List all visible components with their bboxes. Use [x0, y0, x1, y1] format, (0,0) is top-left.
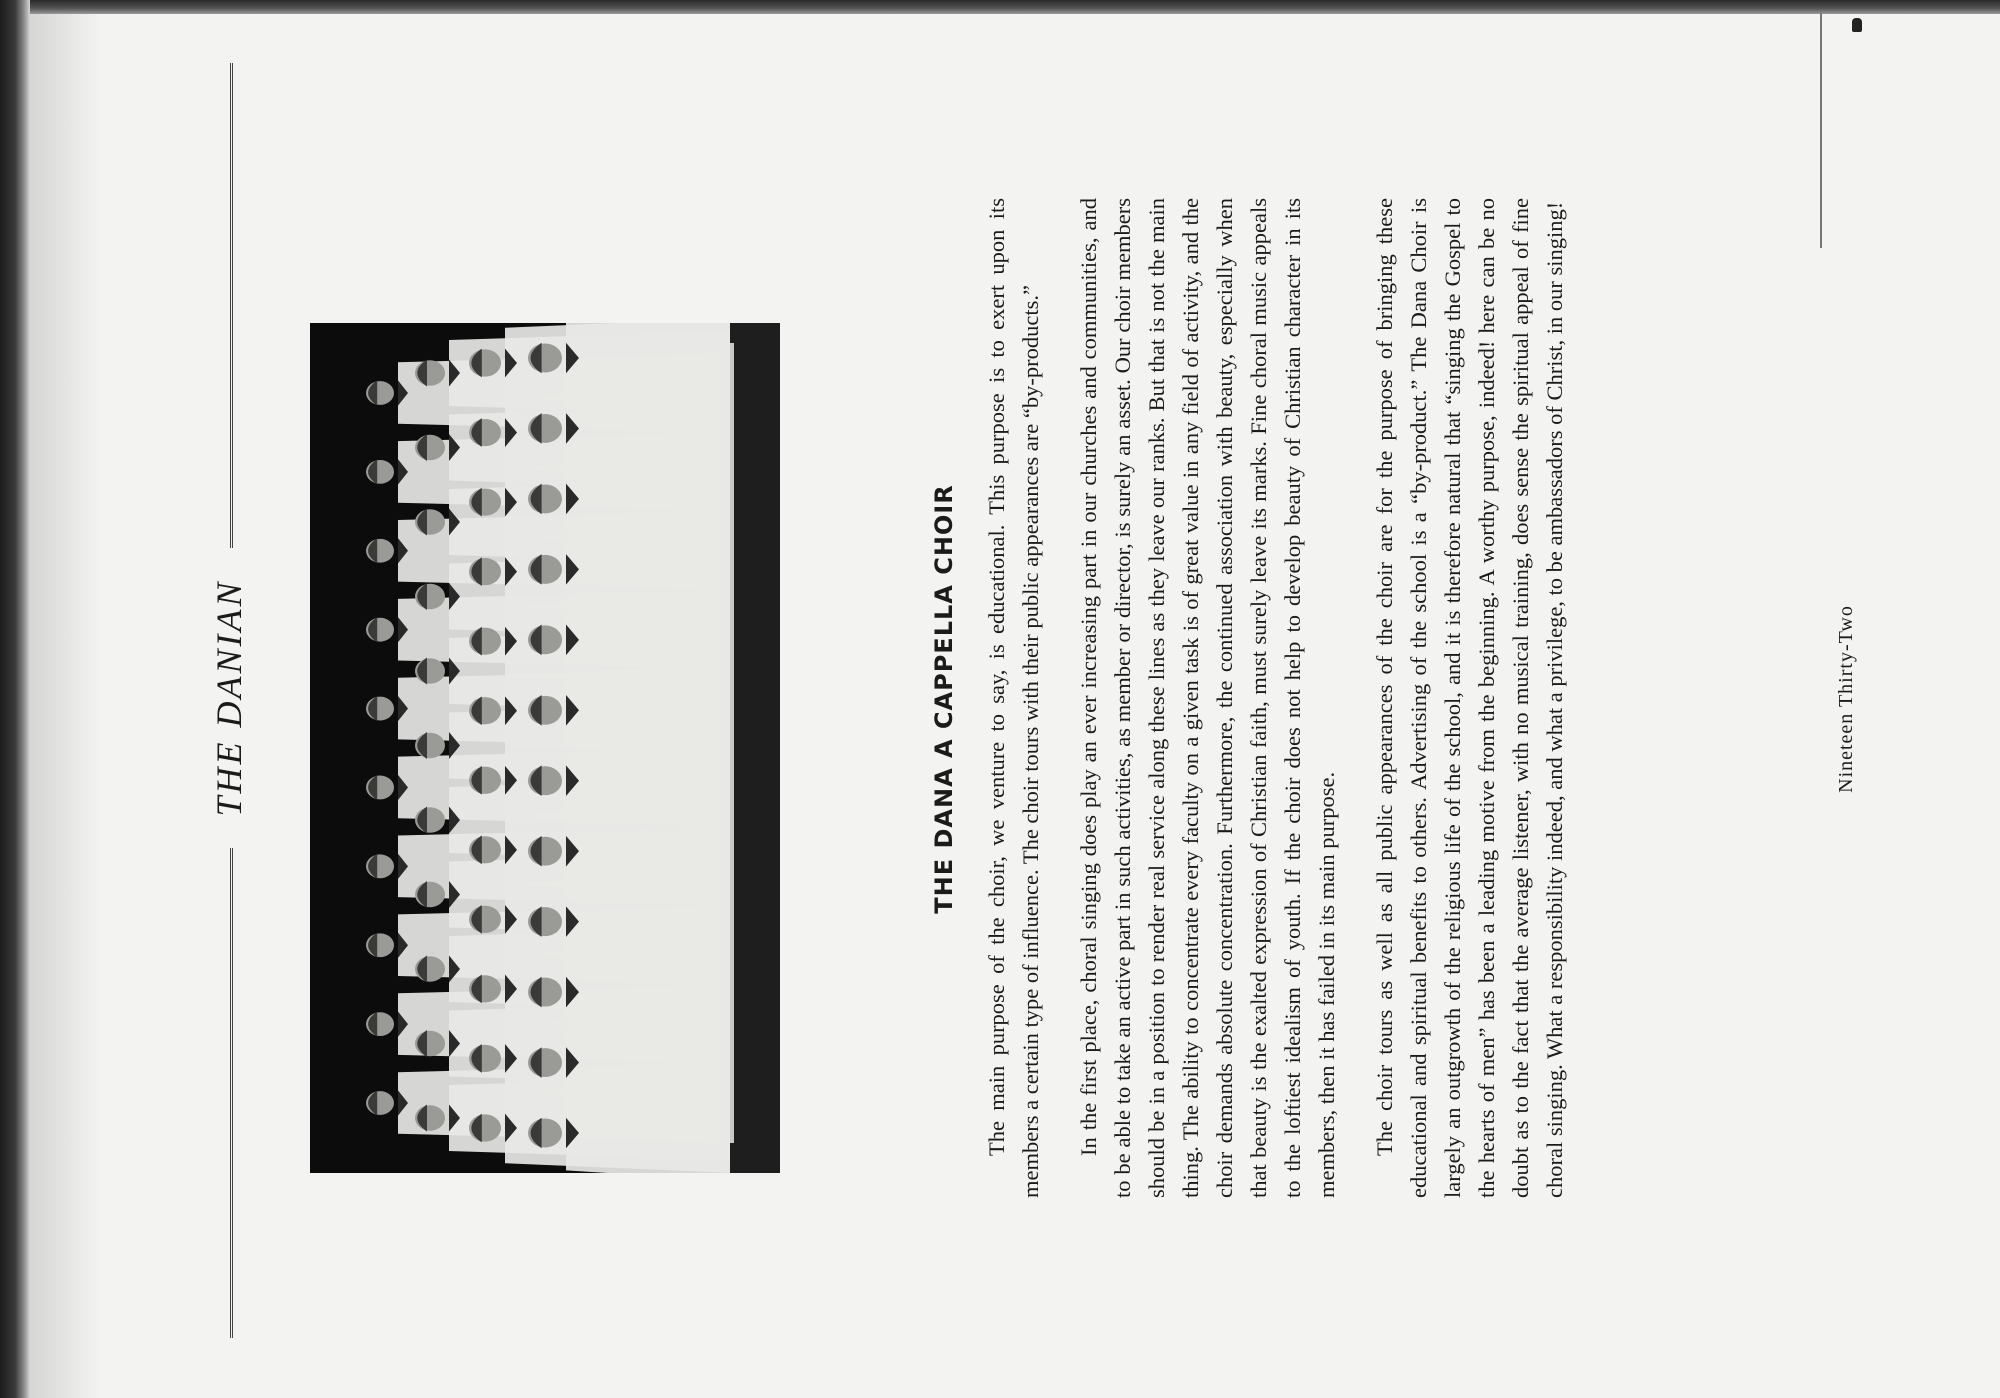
article-title: THE DANA A CAPPELLA CHOIR: [930, 484, 958, 914]
singer-hair: [368, 933, 377, 958]
singer-hair: [368, 1012, 377, 1037]
article-paragraph-3: The choir tours as well as all public appearances of the choir are for the purpose of bringing these educational and spiritual benefits to others. Advertising of the school is a “by-product.” The Dana Choir is largely an outgrowth of the religious life of the school, and it is therefore natural that “singing the Gospel to the hearts of men” has been a leading motive from the beginning. A worthy purpose, indeed! here can be no doubt as to the fact that the average listener, with no musical training, does sense the spiritual appeal of fine choral singing. What a responsibility indeed, and what a privilege, to be ambassadors of Christ, in our singing!: [1372, 198, 1567, 1198]
article-paragraph-2: In the first place, choral singing does play an ever increasing part in our churches and communities, and to be able to take an active part in such activities, as member or director, is surely an asset. Our choir members should be in a position to render real service along these lines as they leave our ranks. But that is not the main thing. The ability to concentrate every faculty on a given task is of great value in any field of activity, and the choir demands absolute concentration. Furthermore, the continued association with beauty, especially when that beauty is the exalted expression of Christian faith, must surely leave its marks. Fine choral music appeals to the loftiest idealism of youth. If the choir does not help to develop beauty of Christian character in its members, then it has failed in its main purpose.: [1076, 198, 1339, 1198]
running-head-rule-left: [230, 848, 233, 1338]
singer-hair: [368, 380, 377, 405]
singer-hair: [368, 854, 377, 879]
singer-hair: [368, 617, 377, 642]
yearbook-page: [60, 0, 1980, 1398]
singer-hair: [368, 696, 377, 721]
robe-hem-line: [720, 343, 734, 1143]
running-head: [200, 0, 260, 1398]
choir-photo-illustration: [310, 323, 780, 1173]
article-paragraph-1: The main purpose of the choir, we venture to say, is educational. This purpose is to exert upon its members a certain type of influence. The choir tours with their public appearances are “by-products.”: [984, 198, 1043, 1198]
singer-robe: [566, 323, 730, 406]
running-head-rule-right: [230, 63, 233, 548]
article-body: [980, 198, 1596, 1198]
singer-hair: [368, 459, 377, 484]
singer-hair: [368, 1090, 377, 1115]
choir-photograph: [310, 323, 780, 1173]
page-number: Nineteen Thirty-Two: [1835, 605, 1857, 793]
footer-rule: [1820, 13, 1822, 248]
singer-hair: [368, 538, 377, 563]
singer-hair: [368, 775, 377, 800]
book-binding-edge: [0, 0, 30, 1398]
running-head-title: THE DANIAN: [209, 579, 249, 817]
